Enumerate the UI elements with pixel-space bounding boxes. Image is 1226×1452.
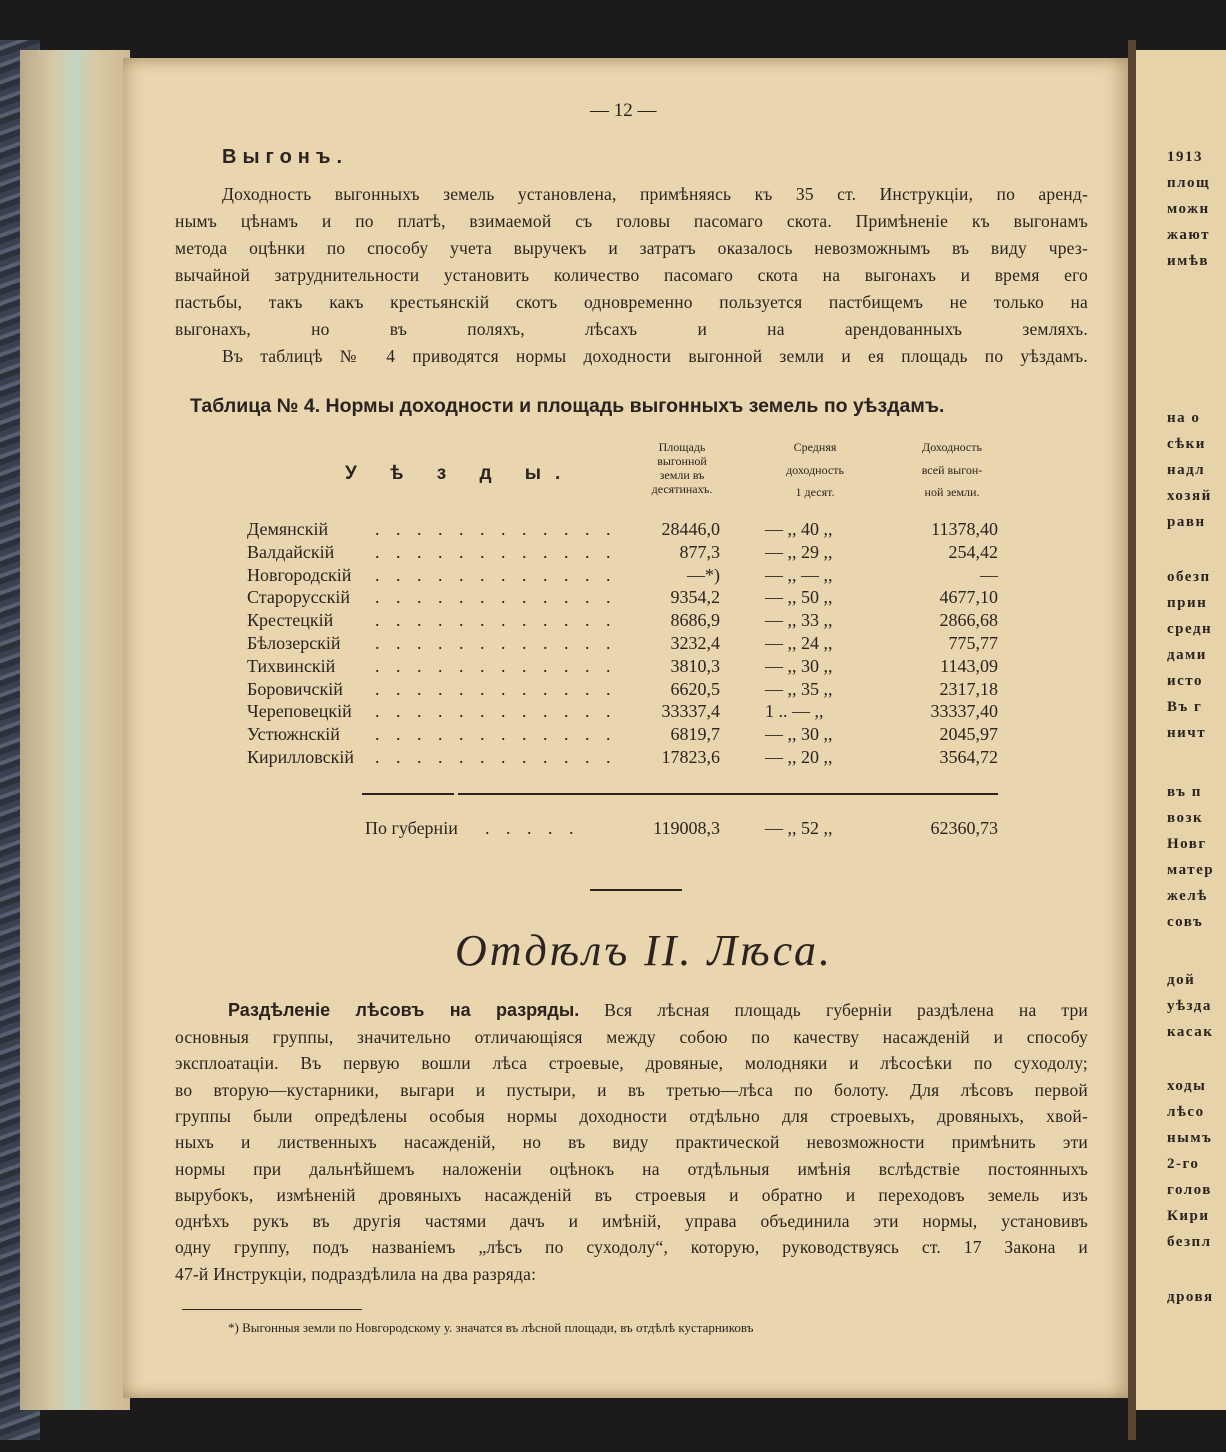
column-header-avg: 1 десят. xyxy=(795,485,835,499)
leader-dots: . . . . . . . . . . . . xyxy=(375,610,617,631)
right-page-line: исто xyxy=(1167,673,1203,689)
avg-income-cell: — ,, 40 ,, xyxy=(765,519,833,539)
page-edges xyxy=(20,50,130,1410)
right-page-line: Новг xyxy=(1167,836,1207,852)
paragraph-line: однѣхъ рукъ въ другія частями дачъ и имѣній, управа объединила эти нормы, установивъ xyxy=(175,1211,1088,1232)
paragraph-line: нормы при дальнѣйшемъ наложеніи оцѣнокъ на отдѣльныя имѣнія вслѣдствіе постоянныхъ xyxy=(175,1158,1088,1179)
avg-income-cell: — ,, 20 ,, xyxy=(765,747,833,767)
paragraph-line: группы были опредѣлены особыя нормы доходности отдѣльно для строевыхъ, дровяныхъ, хвой- xyxy=(175,1105,1088,1126)
total-income-cell: 33337,40 xyxy=(930,701,998,722)
total-income-cell: 4677,10 xyxy=(939,587,998,608)
right-page-line: площ xyxy=(1167,175,1211,191)
paragraph-line: основныя группы, значительно отличающіяся между собою по качеству насажденій и способу xyxy=(175,1027,1088,1047)
total-income-cell: 3564,72 xyxy=(939,747,998,767)
area-cell: 6819,7 xyxy=(670,724,720,745)
right-page-line: сѣки xyxy=(1167,436,1206,452)
table-rule xyxy=(362,793,454,795)
paragraph-line xyxy=(228,1000,1088,1021)
paragraph-line: ныхъ и лиственныхъ насажденій, но въ виду практической невозможности примѣнить эти xyxy=(175,1132,1088,1153)
right-page-line: обезп xyxy=(1167,569,1211,585)
right-page-line: имѣв xyxy=(1167,253,1209,269)
area-cell: 3232,4 xyxy=(670,633,720,653)
leader-dots: . . . . . . . . . . . . xyxy=(375,633,617,653)
leader-dots: . . . . . . . . . . . . xyxy=(375,541,617,562)
table-caption: Таблица № 4. Нормы доходности и площадь выгонныхъ земель по уѣздамъ. xyxy=(190,395,945,417)
district-name: Череповецкій xyxy=(247,701,352,722)
right-page-line: въ п xyxy=(1167,784,1202,800)
leader-dots: . . . . . . . . . . . . xyxy=(375,587,617,608)
leader-dots: . . . . . . . . . . . . xyxy=(375,724,617,745)
paragraph-line: вырубокъ, измѣненій дровяныхъ насажденій въ строевыя и обратно и переходовъ земель изъ xyxy=(175,1184,1088,1205)
area-cell: 6620,5 xyxy=(670,678,720,699)
area-cell: 28446,0 xyxy=(661,519,720,539)
right-page-line: средн xyxy=(1167,621,1213,637)
right-page-line: Въ г xyxy=(1167,699,1203,715)
right-page-line: нымъ xyxy=(1167,1130,1213,1146)
right-page-line: Кири xyxy=(1167,1208,1210,1224)
area-cell: 17823,6 xyxy=(661,747,720,767)
table-row xyxy=(247,701,1007,724)
table-row xyxy=(247,633,1007,656)
area-cell: 33337,4 xyxy=(661,701,720,722)
district-name: Новгородскій xyxy=(247,564,352,585)
column-header-avg: доходность xyxy=(786,462,844,477)
avg-income-cell: — ,, 52 ,, xyxy=(765,818,833,838)
paragraph-line: вычайной затруднительности установить количество пасомаго скота на выгонахъ и время его xyxy=(175,265,1088,285)
paragraph-line: метода оцѣнки по способу учета выручекъ и затратъ оказалось невозможнымъ въ виду чрез- xyxy=(175,238,1088,258)
avg-income-cell: — ,, — ,, xyxy=(765,564,833,585)
right-page-line: на о xyxy=(1167,410,1201,426)
section-divider xyxy=(590,889,682,891)
gutter xyxy=(1128,40,1136,1440)
table-row xyxy=(247,747,1007,770)
paragraph-line: выгонахъ, но въ поляхъ, лѣсахъ и на арендованныхъ земляхъ. xyxy=(175,319,1088,339)
footnote-rule xyxy=(182,1309,362,1310)
area-cell: 9354,2 xyxy=(670,587,720,608)
avg-income-cell: — ,, 50 ,, xyxy=(765,587,833,608)
column-header-area: десятинахъ. xyxy=(651,482,713,496)
total-income-cell: 1143,09 xyxy=(940,655,998,676)
paragraph-line: одну группу, подъ названіемъ „лѣсъ по суходолу“, которую, руководствуясь ст. 17 Закона и xyxy=(175,1237,1088,1258)
right-page-line: прин xyxy=(1167,595,1208,611)
right-page-line: дой xyxy=(1167,972,1196,988)
lead-heading: Раздѣленіе лѣсовъ на разряды. xyxy=(228,1000,580,1020)
right-page-line: жают xyxy=(1167,227,1211,243)
district-name: Валдайскій xyxy=(247,541,335,562)
leader-dots: . . . . . . . . . . . . xyxy=(375,678,617,699)
table-row xyxy=(247,519,1007,542)
table-row xyxy=(247,656,1007,679)
leader-dots: . . . . . xyxy=(485,818,580,838)
column-header-area: выгонной xyxy=(657,454,707,468)
header-districts: У ѣ з д ы. xyxy=(345,463,575,484)
district-name: Старорусскій xyxy=(247,587,350,608)
total-income-cell: 2866,68 xyxy=(939,610,998,631)
column-header-area: земли въ xyxy=(659,468,705,482)
leader-dots: . . . . . . . . . . . . xyxy=(375,655,617,676)
table-row xyxy=(247,610,1007,633)
right-page-line: голов xyxy=(1167,1182,1212,1198)
leader-dots: . . . . . . . . . . . . xyxy=(375,564,617,585)
page-number: — 12 — xyxy=(590,100,657,121)
right-page-line: ничт xyxy=(1167,725,1207,741)
table-rule xyxy=(458,793,998,795)
paragraph-line: Въ таблицѣ № 4 приводятся нормы доходности выгонной земли и ея площадь по уѣздамъ. xyxy=(222,346,1088,366)
table-row xyxy=(247,679,1007,702)
leader-dots: . . . . . . . . . . . . xyxy=(375,747,617,767)
district-name: Боровичскій xyxy=(247,678,343,699)
table-row xyxy=(247,724,1007,747)
right-page-line: совъ xyxy=(1167,914,1204,930)
district-name: Устюжнскій xyxy=(247,724,340,745)
total-income-cell: 254,42 xyxy=(948,541,998,562)
avg-income-cell: — ,, 35 ,, xyxy=(765,678,833,699)
avg-income-cell: — ,, 30 ,, xyxy=(765,655,833,676)
total-income-cell: 2317,18 xyxy=(939,678,998,699)
area-cell: 8686,9 xyxy=(670,610,720,631)
table-total-row xyxy=(365,818,1125,841)
paragraph-line: эксплоатаціи. Въ первую вошли лѣса строевые, дровяные, молодняки и лѣсосѣки по суходолу; xyxy=(175,1053,1088,1074)
avg-income-cell: — ,, 33 ,, xyxy=(765,610,833,631)
right-page-line: лѣсо xyxy=(1167,1104,1205,1120)
district-name: Крестецкій xyxy=(247,610,334,631)
right-page-line: ходы xyxy=(1167,1078,1207,1094)
district-name: Кирилловскій xyxy=(247,747,354,767)
leader-dots: . . . . . . . . . . . . xyxy=(375,519,617,539)
avg-income-cell: — ,, 24 ,, xyxy=(765,633,833,653)
avg-income-cell: — ,, 30 ,, xyxy=(765,724,833,745)
paragraph-text: Вся лѣсная площадь губерніи раздѣлена на три xyxy=(604,1000,1088,1020)
right-page-line: можн xyxy=(1167,201,1210,217)
paragraph-line: нымъ цѣнамъ и по платѣ, взимаемой съ головы пасомаго скота. Примѣненіе къ выгонамъ xyxy=(175,211,1088,231)
avg-income-cell: — ,, 29 ,, xyxy=(765,541,833,562)
right-page-line: касак xyxy=(1167,1024,1214,1040)
paragraph-line: Доходность выгонныхъ земель установлена, примѣняясь къ 35 ст. Инструкціи, по аренд- xyxy=(222,184,1088,204)
table-row xyxy=(247,565,1007,588)
area-cell: 3810,3 xyxy=(670,655,720,676)
paragraph-line: 47-й Инструкціи, подраздѣлила на два разряда: xyxy=(175,1263,537,1284)
district-name: По губерніи xyxy=(365,818,458,838)
paragraph-line: во вторую—кустарники, выгари и пустыри, и въ третью—лѣса по болоту. Для лѣсовъ первой xyxy=(175,1079,1088,1100)
right-page-line: дами xyxy=(1167,647,1207,663)
leader-dots: . . . . . . . . . . . . xyxy=(375,701,617,722)
avg-income-cell: 1 .. — ,, xyxy=(765,701,824,722)
footnote: *) Выгонныя земли по Новгородскому у. значатся въ лѣсной площади, въ отдѣлѣ кустарниковъ xyxy=(228,1320,754,1335)
paragraph-line: пастьбы, такъ какъ крестьянскій скотъ одновременно пользуется пастбищемъ не только на xyxy=(175,292,1088,312)
column-header-avg: Средняя xyxy=(793,440,837,454)
section-title-pasture: Выгонъ. xyxy=(222,146,349,168)
right-page-line: 1913 xyxy=(1167,149,1203,165)
total-income-cell: 775,77 xyxy=(948,633,998,653)
table-row xyxy=(247,587,1007,610)
right-page-line: возк xyxy=(1167,810,1204,826)
column-header-total: всей выгон- xyxy=(921,462,983,477)
column-header-area: Площадь xyxy=(658,440,706,454)
total-income-cell: 11378,40 xyxy=(931,519,998,539)
right-page-line: безпл xyxy=(1167,1234,1212,1250)
total-income-cell: — xyxy=(980,564,998,585)
total-income-cell: 2045,97 xyxy=(939,724,998,745)
right-page-line: дровя xyxy=(1167,1289,1214,1305)
right-page-line: равн xyxy=(1167,514,1206,530)
column-header-total: Доходность xyxy=(922,440,982,454)
right-page-line: желѣ xyxy=(1167,888,1208,904)
right-page-line: надл xyxy=(1167,462,1206,478)
district-name: Бѣлозерскій xyxy=(247,633,341,653)
right-page-line: уѣзда xyxy=(1167,998,1212,1014)
right-page-line: 2-го xyxy=(1167,1156,1200,1172)
column-header-total: ной земли. xyxy=(924,485,980,499)
right-page-line: матер xyxy=(1167,862,1215,878)
district-name: Демянскій xyxy=(247,519,329,539)
area-cell: 119008,3 xyxy=(653,818,720,838)
total-income-cell: 62360,73 xyxy=(930,818,998,838)
district-name: Тихвинскій xyxy=(247,655,336,676)
area-cell: 877,3 xyxy=(679,541,720,562)
section-title-forests: Отдѣлъ II. Лѣса. xyxy=(455,926,834,975)
table-row xyxy=(247,542,1007,565)
area-cell: —*) xyxy=(687,564,720,585)
right-page-line: хозяй xyxy=(1167,488,1212,504)
